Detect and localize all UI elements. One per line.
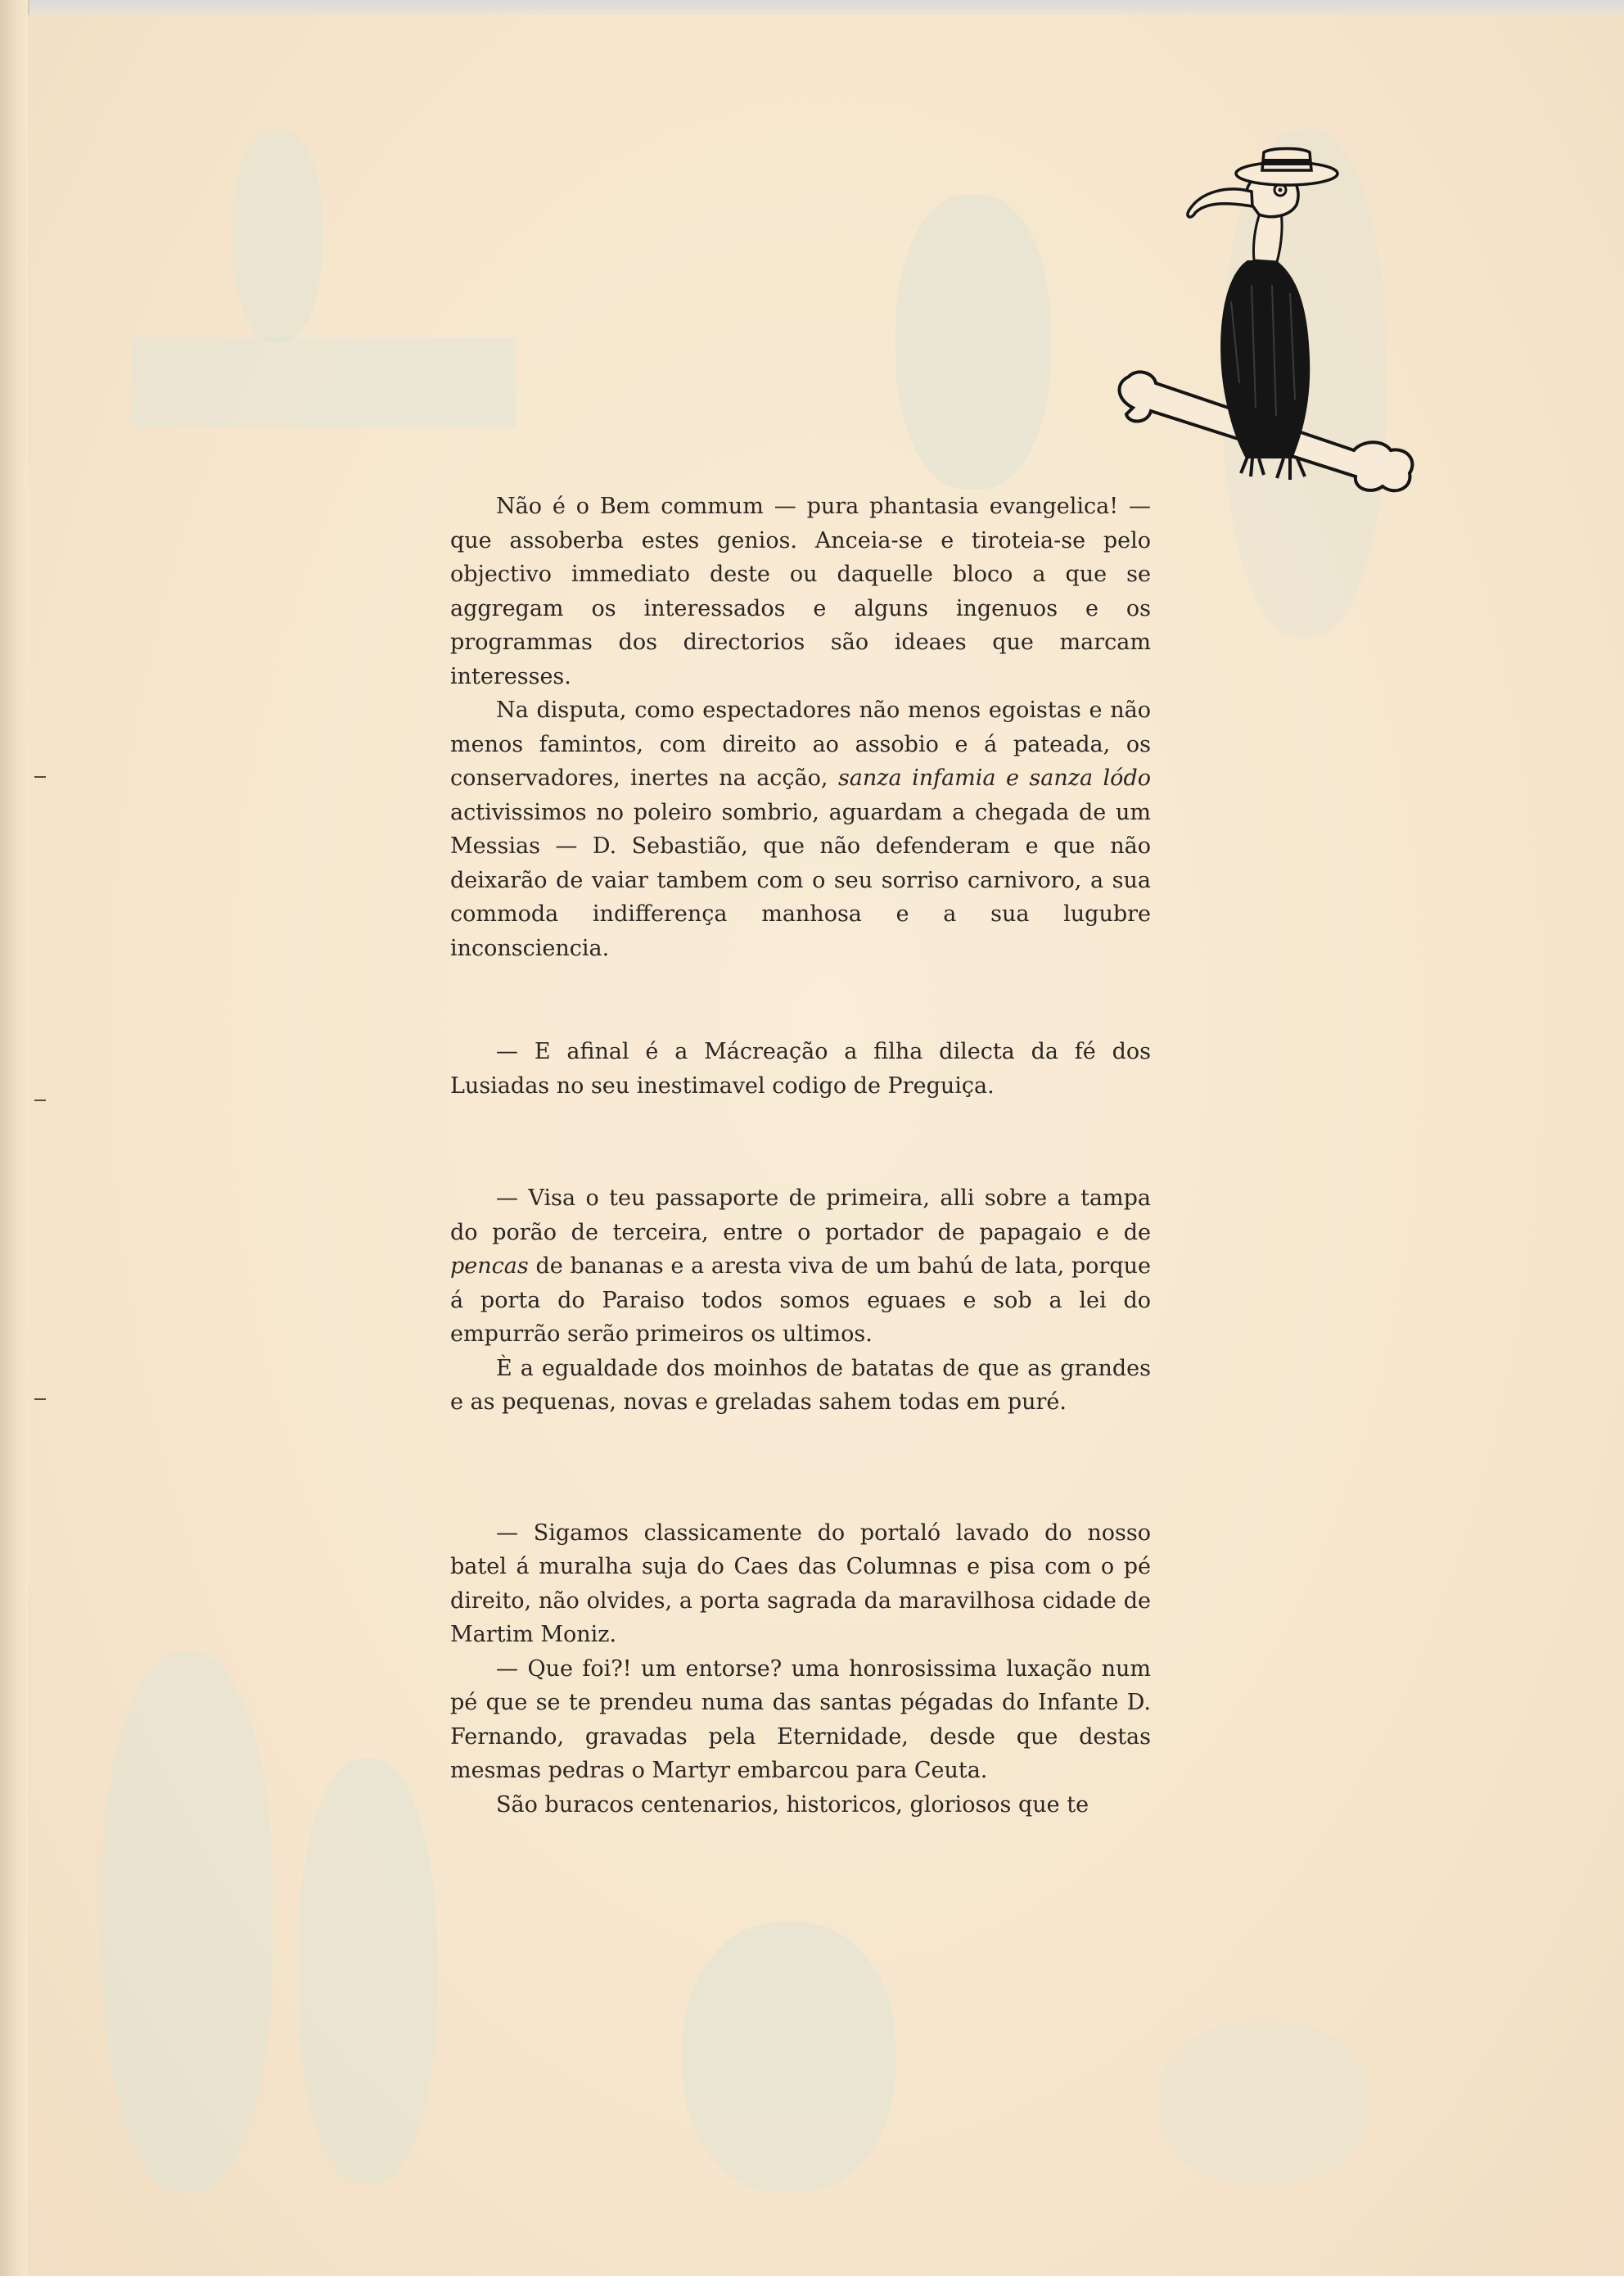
paragraph: È a egualdade dos moinhos de batatas de que as grandes e as pequenas, novas e greladas sahem todas em puré. xyxy=(450,1355,1151,1415)
page xyxy=(28,15,1624,2276)
paragraph: — Visa o teu passaporte de primeira, alli sobre a tampa do porão de terceira, entre o portador de papagaio e de pencas de bananas e a aresta viva de um bahú de lata, porque á porta do Paraiso todos somos eguaes e sob a lei do empurrão serão primeiros os ultimos. xyxy=(450,1185,1151,1347)
paragraph: — Sigamos classicamente do portaló lavado do nosso batel á muralha suja do Caes das Columnas e pisa com o pé direito, não olvides, a porta sagrada da maravilhosa cidade de Martim Moniz. xyxy=(450,1520,1151,1647)
paragraph: — E afinal é a Mácreação a filha dilecta da fé dos Lusiadas no seu inestimavel codigo de Preguiça. xyxy=(450,1039,1151,1099)
ghost-railing xyxy=(131,338,516,428)
italic-word: pencas xyxy=(450,1253,529,1279)
italic-phrase: sanza infamia e sanza lódo xyxy=(837,765,1151,791)
page-binding-edge xyxy=(0,0,29,2276)
vulture-on-bone-illustration xyxy=(1108,138,1468,547)
margin-mark xyxy=(34,1398,46,1400)
vulture-feet xyxy=(1241,457,1305,480)
paragraph: Não é o Bem commum — pura phantasia evangelica! — que assoberba estes genios. Anceia-se e tiroteia-se pelo objectivo immediato deste ou daquelle bloco a que se aggregam os interessados e alguns ingenuos e os programmas dos directorios são ideaes que marcam interesses. xyxy=(450,494,1151,689)
article-text xyxy=(450,490,1151,1822)
ghost-blob-right xyxy=(1157,2021,1370,2184)
ghost-child xyxy=(298,1759,437,2184)
paragraph: São buracos centenarios, historicos, gloriosos que te xyxy=(496,1791,1089,1818)
ghost-figure-top xyxy=(895,195,1051,490)
page-top-edge xyxy=(0,0,1624,15)
vulture-body xyxy=(1220,260,1310,458)
ghost-woman-left xyxy=(102,1652,273,2192)
margin-mark xyxy=(34,776,46,778)
margin-mark xyxy=(34,1100,46,1101)
paragraph: Na disputa, como espectadores não menos egoistas e não menos famintos, com direito ao assobio e á pateada, os conservadores, inertes na acção, sanza infamia e sanza lódo activissimos no poleiro sombrio, aguardam a chegada de um Messias — D. Sebastião, que não defenderam e que não deixarão de vaiar tambem com o seu sorriso carnivoro, a sua commoda indifferença manhosa e a sua lugubre inconsciencia. xyxy=(450,698,1151,961)
vulture-beak xyxy=(1188,189,1252,217)
ghost-statue xyxy=(232,129,323,342)
paragraph: — Que foi?! um entorse? uma honrosissima luxação num pé que se te prendeu numa das santas pégadas do Infante D. Fernando, gravadas pela Eternidade, desde que destas mesmas pedras o Martyr embarcou para Ceuta. xyxy=(450,1655,1151,1783)
ghost-child-bottom xyxy=(683,1922,895,2192)
